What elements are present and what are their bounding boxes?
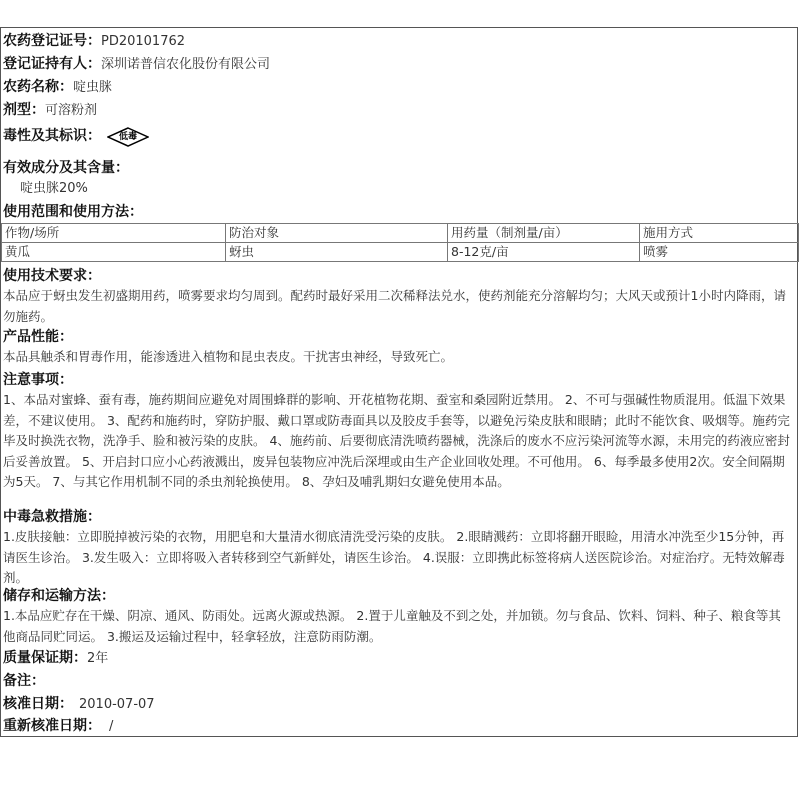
remarks-label: 备注： <box>3 673 45 689</box>
tech-label: 使用技术要求： <box>3 268 101 284</box>
firstaid-label: 中毒急救措施： <box>3 509 101 525</box>
holder-value: 深圳诺普信农化股份有限公司 <box>101 57 271 72</box>
holder-label: 登记证持有人： <box>3 56 101 72</box>
tech-heading-row <box>3 266 101 287</box>
approval-row <box>3 694 155 715</box>
ingredient-label: 有效成分及其含量： <box>3 160 129 176</box>
name-value: 啶虫脒 <box>73 80 113 95</box>
warranty-label: 质量保证期： <box>3 650 87 666</box>
holder-row <box>3 54 270 75</box>
cautions-heading-row <box>3 370 73 391</box>
usage-cell: 蚜虫 <box>226 243 448 262</box>
performance-heading-row <box>3 327 73 348</box>
cautions-label: 注意事项： <box>3 372 73 388</box>
usage-label: 使用范围和使用方法： <box>3 204 143 220</box>
form-value: 可溶粉剂 <box>45 103 98 118</box>
usage-cell: 8-12克/亩 <box>448 243 640 262</box>
storage-text: 1.本品应贮存在干燥、阴凉、通风、防雨处。远离火源或热源。 2.置于儿童触及不到之处，并加锁。勿与食品、饮料、饲料、种子、粮食等其他商品同贮同运。 3.搬运及运输过程中，轻拿轻放，注意防雨防潮。 <box>3 608 781 644</box>
table-row <box>2 243 799 262</box>
cautions-text: 1、本品对蜜蜂、蚕有毒，施药期间应避免对周围蜂群的影响、开花植物花期、蚕室和桑园附近禁用。 2、不可与强碱性物质混用。低温下效果差，不建议使用。 3、配药和施药时，穿防护服、戴口罩或防毒面具以及胶皮手套等，以避免污染皮肤和眼睛；此时不能饮食、吸烟等。施药完毕及时换洗衣物，洗净手、脸和被污染的皮肤。 4、施药前、后要彻底清洗喷药器械，洗涤后的废水不应污染河流等水源，未用完的药液应密封后妥善放置。 5、开启封口应小心药液溅出，废异包装物应冲洗后深埋或由生产企业回收处理。不可他用。 6、每季最多使用2次。安全间隔期为5天。 7、与其它作用机制不同的杀虫剂轮换使用。 8、孕妇及哺乳期妇女避免使用本品。 <box>3 392 790 489</box>
usage-header-cell: 施用方式 <box>640 224 799 243</box>
tech-text: 本品应于蚜虫发生初盛期用药，喷雾要求均匀周到。配药时最好采用二次稀释法兑水，使药剂能充分溶解均匀；大风天或预计1小时内降雨，请勿施药。 <box>3 288 786 324</box>
performance-label: 产品性能： <box>3 329 73 345</box>
reapproval-label: 重新核准日期： <box>3 718 101 734</box>
ingredient-row <box>3 158 129 179</box>
performance-text: 本品具触杀和胃毒作用，能渗透进入植物和昆虫表皮。干扰害虫神经，导致死亡。 <box>3 349 454 364</box>
usage-header-cell: 防治对象 <box>226 224 448 243</box>
toxicity-label: 毒性及其标识： <box>3 128 101 144</box>
usage-row <box>3 202 143 223</box>
form-row <box>3 100 97 121</box>
form-label: 剂型： <box>3 102 45 118</box>
ingredient-value-row <box>20 179 88 199</box>
usage-header-cell: 用药量（制剂量/亩） <box>448 224 640 243</box>
approval-label: 核准日期： <box>3 696 73 712</box>
name-label: 农药名称： <box>3 79 73 95</box>
reg-no-value: PD20101762 <box>101 34 186 49</box>
reapproval-value: / <box>109 719 114 734</box>
firstaid-heading-row <box>3 507 101 528</box>
usage-table-header <box>2 224 799 243</box>
remarks-row <box>3 671 45 692</box>
firstaid-text: 1.皮肤接触：立即脱掉被污染的衣物，用肥皂和大量清水彻底清洗受污染的皮肤。 2.眼睛溅药：立即将翻开眼睑，用清水冲洗至少15分钟，再请医生诊治。 3.发生吸入：立即将吸入者转移到空气新鲜处，请医生诊治。 4.误服：立即携此标签将病人送医院诊治。对症治疗。无特效解毒剂。 <box>3 529 785 585</box>
reg-no-row <box>3 31 185 52</box>
low-toxicity-diamond-icon <box>107 127 149 147</box>
usage-table <box>1 223 799 262</box>
usage-header-cell: 作物/场所 <box>2 224 226 243</box>
name-row <box>3 77 112 98</box>
reg-no-label: 农药登记证号： <box>3 33 101 49</box>
ingredient-value: 啶虫脒20% <box>20 181 88 196</box>
usage-cell: 黄瓜 <box>2 243 226 262</box>
warranty-value: 2年 <box>87 651 109 666</box>
reapproval-row <box>3 716 113 737</box>
toxicity-mark-text: 低毒 <box>118 131 137 142</box>
storage-heading-row <box>3 586 115 607</box>
toxicity-row <box>3 124 149 149</box>
approval-value: 2010-07-07 <box>79 697 155 712</box>
usage-cell: 喷雾 <box>640 243 799 262</box>
storage-label: 储存和运输方法： <box>3 588 115 604</box>
warranty-row <box>3 648 108 669</box>
